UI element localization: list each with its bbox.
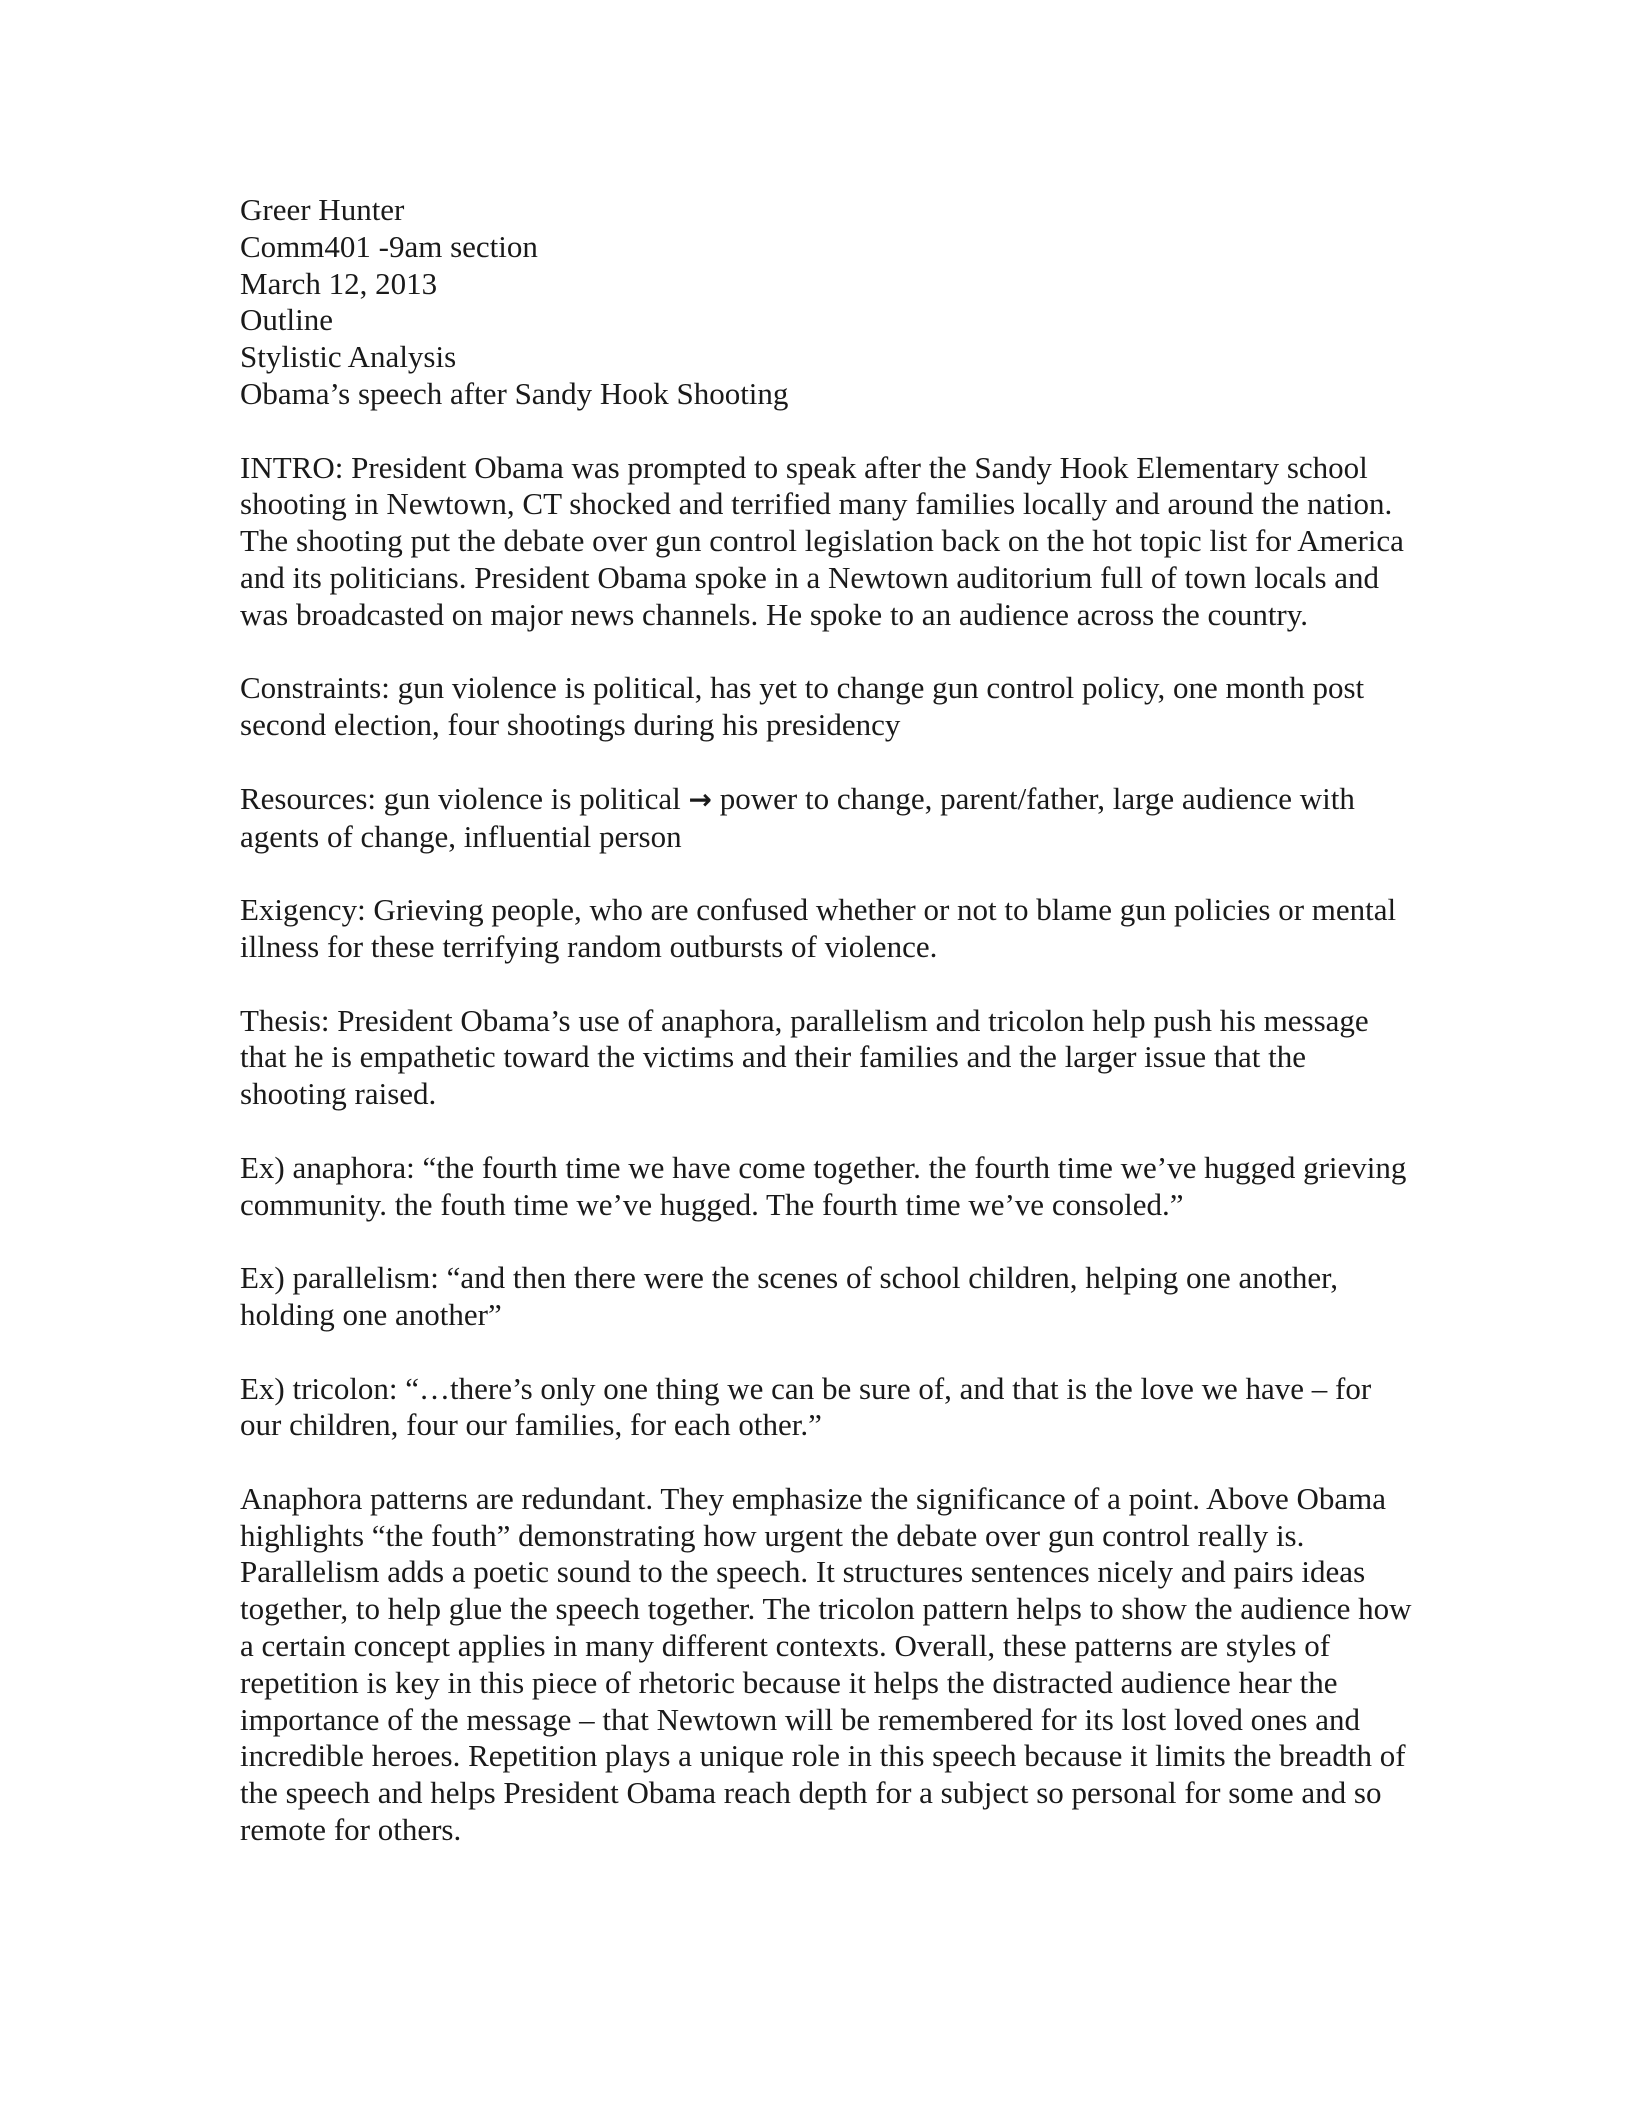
- example-anaphora: Ex) anaphora: “the fourth time we have come together. the fourth time we’ve hugged grieving community. the fouth time we’ve hugged. The fourth time we’ve consoled.”: [240, 1149, 1407, 1222]
- intro-paragraph: INTRO: President Obama was prompted to speak after the Sandy Hook Elementary school shooting in Newtown, CT shocked and terrified many families locally and around the nation. The shooting put the debate over gun control legislation back on the hot topic list for America and its politicians. President Obama spoke in a Newtown auditorium full of town locals and was broadcasted on major news channels. He spoke to an audience across the country.: [240, 449, 1404, 632]
- resources-rest-text: power to change, parent/father, large audience with agents of change, influential person: [240, 780, 1355, 854]
- thesis-paragraph: Thesis: President Obama’s use of anaphora, parallelism and tricolon help push his message that he is empathetic toward the victims and their families and the larger issue that the shooting raised.: [240, 1002, 1369, 1112]
- header-block: [240, 192, 1420, 413]
- speech-topic: Obama’s speech after Sandy Hook Shooting: [240, 375, 789, 411]
- document-type: Outline: [240, 302, 333, 338]
- course-section: Comm401 -9am section: [240, 228, 538, 264]
- author-name: Greer Hunter: [240, 192, 405, 227]
- analysis-paragraph: Anaphora patterns are redundant. They emphasize the significance of a point. Above Obama highlights “the fouth” demonstrating how urgent the debate over gun control really is. Parallelism adds a poetic sound to the speech. It structures sentences nicely and pairs ideas together, to help glue the speech together. The tricolon pattern helps to show the audience how a certain concept applies in many different contexts. Overall, these patterns are styles of repetition is key in this piece of rhetoric because it helps the distracted audience hear the importance of the message – that Newtown will be remembered for its lost loved ones and incredible heroes. Repetition plays a unique role in this speech because it limits the breadth of the speech and helps President Obama reach depth for a subject so personal for some and so remote for others.: [240, 1480, 1412, 1848]
- resources-paragraph: [240, 781, 1420, 856]
- resources-lead-text: Resources: gun violence is political: [240, 780, 681, 816]
- constraints-paragraph: Constraints: gun violence is political, has yet to change gun control policy, one month post second election, four shootings during his presidency: [240, 670, 1365, 743]
- exigency-paragraph: Exigency: Grieving people, who are confused whether or not to blame gun policies or mental illness for these terrifying random outbursts of violence.: [240, 892, 1397, 964]
- document-body: [240, 192, 1420, 1849]
- right-arrow-icon: →: [688, 782, 712, 816]
- example-parallelism: Ex) parallelism: “and then there were the scenes of school children, helping one another, holding one another”: [240, 1260, 1338, 1332]
- assignment-title: Stylistic Analysis: [240, 339, 457, 375]
- document-date: March 12, 2013: [240, 265, 438, 301]
- example-tricolon: Ex) tricolon: “…there’s only one thing we can be sure of, and that is the love we have – for our children, four our families, for each other.”: [240, 1370, 1372, 1443]
